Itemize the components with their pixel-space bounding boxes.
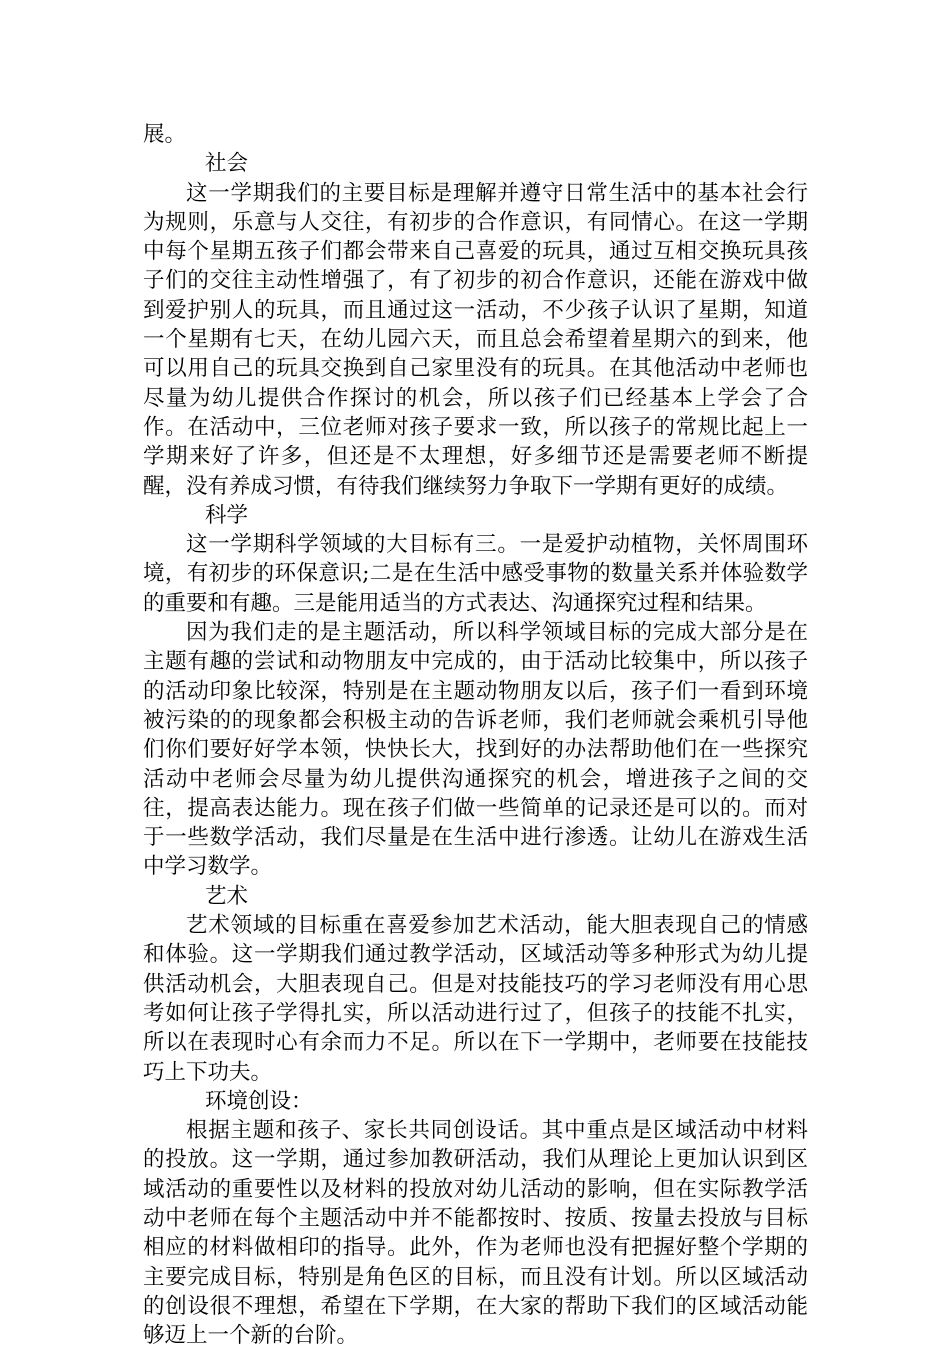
section-heading-science: 科学 bbox=[205, 502, 249, 528]
document-page bbox=[143, 120, 808, 1350]
paragraph-continuation: 展。 bbox=[143, 122, 187, 147]
paragraph-art: 艺术领域的目标重在喜爱参加艺术活动，能大胆表现自己的情感和体验。这一学期我们通过教学活动，区域活动等多种形式为幼儿提供活动机会，大胆表现自己。但是对技能技巧的学习老师没有用心思考如何让孩子学得扎实，所以活动进行过了，但孩子的技能不扎实，所以在表现时心有余而力不足。所以在下一学期中，老师要在技能技巧上下功夫。 bbox=[143, 913, 808, 1085]
section-heading-art: 艺术 bbox=[205, 883, 249, 909]
paragraph-environment: 根据主题和孩子、家长共同创设话。其中重点是区域活动中材料的投放。这一学期，通过参加教研活动，我们从理论上更加认识到区域活动的重要性以及材料的投放对幼儿活动的影响，但在实际教学活动中老师在每个主题活动中并不能都按时、按质、按量去投放与目标相应的材料做相印的指导。此外，作为老师也没有把握好整个学期的主要完成目标，特别是角色区的目标，而且没有计划。所以区域活动的创设很不理想，希望在下学期，在大家的帮助下我们的区域活动能够迈上一个新的台阶。 bbox=[143, 1118, 808, 1349]
section-heading-social: 社会 bbox=[205, 151, 249, 177]
paragraph-science-activities: 因为我们走的是主题活动，所以科学领域目标的完成大部分是在主题有趣的尝试和动物朋友中完成的，由于活动比较集中，所以孩子的活动印象比较深，特别是在主题动物朋友以后，孩子们一看到环境被污染的的现象都会积极主动的告诉老师，我们老师就会乘机引导他们你们要好好学本领，快快长大，找到好的办法帮助他们在一些探究活动中老师会尽量为幼儿提供沟通探究的机会，增进孩子之间的交往，提高表达能力。现在孩子们做一些简单的记录还是可以的。而对于一些数学活动，我们尽量是在生活中进行渗透。让幼儿在游戏生活中学习数学。 bbox=[143, 620, 808, 880]
paragraph-social: 这一学期我们的主要目标是理解并遵守日常生活中的基本社会行为规则，乐意与人交往，有初步的合作意识，有同情心。在这一学期中每个星期五孩子们都会带来自己喜爱的玩具，通过互相交换玩具孩子们的交往主动性增强了，有了初步的初合作意识，还能在游戏中做到爱护别人的玩具，而且通过这一活动，不少孩子认识了星期，知道一个星期有七天，在幼儿园六天，而且总会希望着星期六的到来，他可以用自己的玩具交换到自己家里没有的玩具。在其他活动中老师也尽量为幼儿提供合作探讨的机会，所以孩子们已经基本上学会了合作。在活动中，三位老师对孩子要求一致，所以孩子的常规比起上一学期来好了许多，但还是不太理想，好多细节还是需要老师不断提醒，没有养成习惯，有待我们继续努力争取下一学期有更好的成绩。 bbox=[143, 180, 808, 499]
section-heading-environment: 环境创设： bbox=[205, 1088, 313, 1114]
paragraph-science-goals: 这一学期科学领域的大目标有三。一是爱护动植物，关怀周围环境，有初步的环保意识;二是在生活中感受事物的数量关系并体验数学的重要和有趣。三是能用适当的方式表达、沟通探究过程和结果。 bbox=[143, 532, 808, 616]
